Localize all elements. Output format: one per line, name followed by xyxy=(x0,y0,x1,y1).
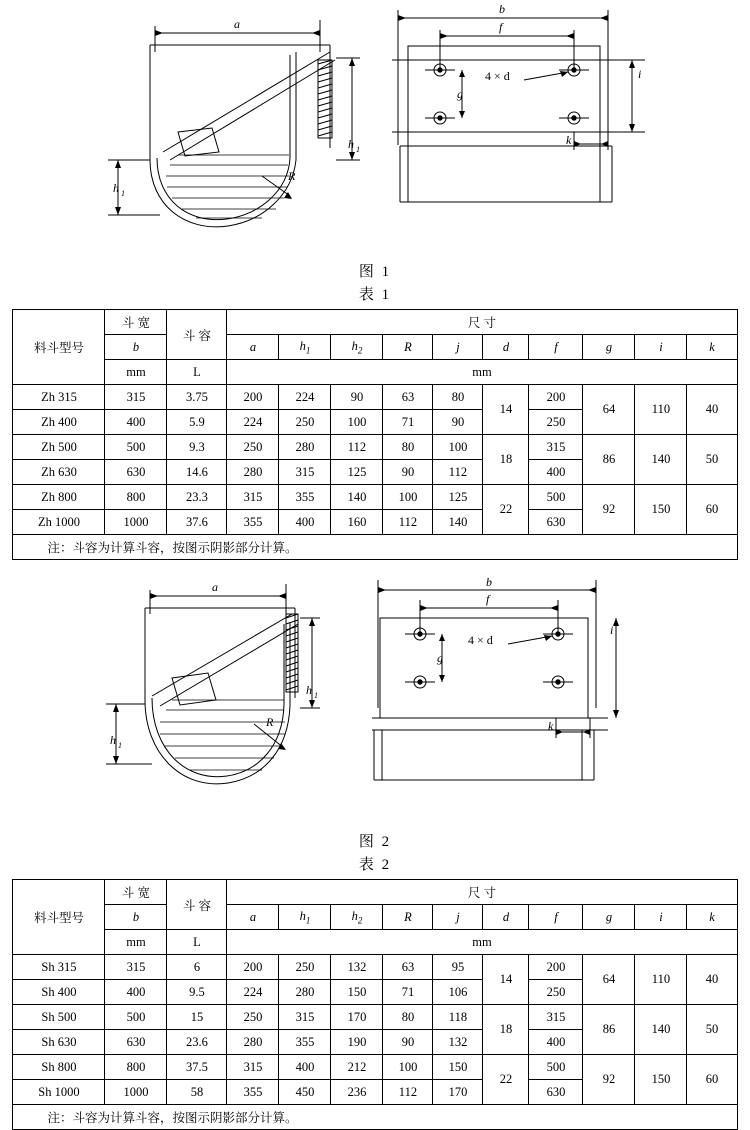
header-volume-title: 斗 容 xyxy=(167,880,227,930)
cell-d: 18 xyxy=(483,1005,529,1055)
cell-j: 95 xyxy=(433,955,483,980)
cell-j: 170 xyxy=(433,1080,483,1105)
table-row xyxy=(13,1055,737,1080)
cell-d: 14 xyxy=(483,955,529,1005)
cell-j: 106 xyxy=(433,980,483,1005)
cell-j: 125 xyxy=(433,485,483,510)
figure-1 xyxy=(0,0,750,304)
cell-R: 112 xyxy=(383,510,433,535)
cell-d: 22 xyxy=(483,1055,529,1105)
cell-v: 15 xyxy=(167,1005,227,1030)
cell-model: Zh 315 xyxy=(13,385,105,410)
cell-h2: 90 xyxy=(331,385,383,410)
cell-f: 500 xyxy=(529,485,583,510)
header-col-d: d xyxy=(483,905,529,930)
label-a-fig1: a xyxy=(234,17,240,31)
cell-b: 1000 xyxy=(105,1080,167,1105)
cell-i: 110 xyxy=(635,955,687,1005)
header-col-a: a xyxy=(227,335,279,360)
cell-R: 63 xyxy=(383,955,433,980)
cell-v: 37.6 xyxy=(167,510,227,535)
cell-v: 23.3 xyxy=(167,485,227,510)
cell-model: Zh 400 xyxy=(13,410,105,435)
label-i-fig1: i xyxy=(638,67,642,81)
cell-R: 71 xyxy=(383,980,433,1005)
cell-f: 500 xyxy=(529,1055,583,1080)
table-2-header-row-1 xyxy=(13,880,737,905)
cell-f: 315 xyxy=(529,1005,583,1030)
svg-text:1: 1 xyxy=(121,189,125,198)
cell-h2: 212 xyxy=(331,1055,383,1080)
table-1-unit-row xyxy=(13,360,737,385)
cell-R: 100 xyxy=(383,485,433,510)
figure-1-drawing xyxy=(0,0,750,258)
unit-mm: mm xyxy=(105,360,167,385)
label-b-fig1: b xyxy=(499,2,505,16)
label-a-fig2: a xyxy=(212,580,218,594)
cell-a: 224 xyxy=(227,980,279,1005)
cell-b: 800 xyxy=(105,485,167,510)
cell-model: Sh 1000 xyxy=(13,1080,105,1105)
cell-R: 63 xyxy=(383,385,433,410)
table-1-header-row-1 xyxy=(13,310,737,335)
table-2 xyxy=(12,879,737,1130)
cell-k: 50 xyxy=(687,435,737,485)
cell-i: 150 xyxy=(635,485,687,535)
cell-k: 50 xyxy=(687,1005,737,1055)
header-col-d: d xyxy=(483,335,529,360)
cell-h2: 160 xyxy=(331,510,383,535)
cell-h1: 400 xyxy=(279,510,331,535)
cell-g: 92 xyxy=(583,1055,635,1105)
table-row xyxy=(13,1005,737,1030)
cell-a: 355 xyxy=(227,510,279,535)
svg-text:1: 1 xyxy=(314,691,318,700)
header-col-h2: $h_2$ xyxy=(331,905,383,930)
cell-a: 280 xyxy=(227,460,279,485)
table-row xyxy=(13,435,737,460)
cell-f: 630 xyxy=(529,1080,583,1105)
cell-b: 315 xyxy=(105,955,167,980)
table-1-note-row xyxy=(13,535,737,560)
cell-h1: 355 xyxy=(279,1030,331,1055)
unit-l: L xyxy=(167,360,227,385)
unit-mm-dims: mm xyxy=(227,360,737,385)
label-h1-fig2: h xyxy=(306,683,312,697)
header-col-g: g xyxy=(583,335,635,360)
cell-R: 90 xyxy=(383,1030,433,1055)
header-col-i: i xyxy=(635,335,687,360)
cell-j: 140 xyxy=(433,510,483,535)
cell-v: 6 xyxy=(167,955,227,980)
cell-g: 86 xyxy=(583,1005,635,1055)
header-col-g: g xyxy=(583,905,635,930)
cell-j: 90 xyxy=(433,410,483,435)
header-col-a: a xyxy=(227,905,279,930)
cell-R: 80 xyxy=(383,1005,433,1030)
header-col-k: k xyxy=(687,905,737,930)
header-col-h1: $h_1$ xyxy=(279,335,331,360)
cell-h2: 100 xyxy=(331,410,383,435)
cell-a: 224 xyxy=(227,410,279,435)
svg-text:1: 1 xyxy=(118,741,122,750)
cell-h1: 224 xyxy=(279,385,331,410)
cell-j: 132 xyxy=(433,1030,483,1055)
label-R-fig2: R xyxy=(266,715,274,729)
unit-l: L xyxy=(167,930,227,955)
cell-g: 64 xyxy=(583,955,635,1005)
cell-f: 400 xyxy=(529,1030,583,1055)
cell-h1: 280 xyxy=(279,435,331,460)
cell-j: 150 xyxy=(433,1055,483,1080)
header-width-sym: b xyxy=(105,335,167,360)
cell-model: Sh 500 xyxy=(13,1005,105,1030)
header-dims-title: 尺 寸 xyxy=(227,880,737,905)
header-width-title: 斗 宽 xyxy=(105,880,167,905)
table-row xyxy=(13,485,737,510)
cell-b: 630 xyxy=(105,460,167,485)
label-g-fig2: g xyxy=(437,651,443,665)
cell-h1: 400 xyxy=(279,1055,331,1080)
label-h-fig2: h xyxy=(110,733,116,747)
cell-b: 500 xyxy=(105,435,167,460)
cell-a: 315 xyxy=(227,1055,279,1080)
cell-h1: 250 xyxy=(279,410,331,435)
cell-a: 355 xyxy=(227,1080,279,1105)
cell-h1: 280 xyxy=(279,980,331,1005)
figure-2 xyxy=(0,578,750,874)
cell-d: 14 xyxy=(483,385,529,435)
table-2-caption: 表 2 xyxy=(358,857,392,873)
label-holes-fig2: 4 × d xyxy=(468,633,493,647)
cell-b: 315 xyxy=(105,385,167,410)
header-col-R: R xyxy=(383,335,433,360)
label-f-fig2: f xyxy=(486,592,490,606)
cell-h2: 140 xyxy=(331,485,383,510)
cell-model: Zh 630 xyxy=(13,460,105,485)
cell-f: 315 xyxy=(529,435,583,460)
table-note: 注：斗容为计算斗容，按图示阴影部分计算。 xyxy=(13,1105,737,1130)
cell-h2: 112 xyxy=(331,435,383,460)
cell-i: 140 xyxy=(635,1005,687,1055)
cell-a: 280 xyxy=(227,1030,279,1055)
cell-v: 3.75 xyxy=(167,385,227,410)
cell-f: 200 xyxy=(529,385,583,410)
header-col-i: i xyxy=(635,905,687,930)
label-f-fig1: f xyxy=(499,20,503,34)
header-dims-title: 尺 寸 xyxy=(227,310,737,335)
cell-b: 400 xyxy=(105,410,167,435)
unit-mm-dims: mm xyxy=(227,930,737,955)
cell-R: 112 xyxy=(383,1080,433,1105)
header-col-R: R xyxy=(383,905,433,930)
table-2-note-row xyxy=(13,1105,737,1130)
cell-model: Sh 400 xyxy=(13,980,105,1005)
cell-h1: 250 xyxy=(279,955,331,980)
table-1-header-row-2 xyxy=(13,335,737,360)
header-model: 料斗型号 xyxy=(13,310,105,385)
cell-h2: 132 xyxy=(331,955,383,980)
label-h1-fig1: h xyxy=(348,137,354,151)
table-1-caption: 表 1 xyxy=(358,287,392,303)
cell-v: 5.9 xyxy=(167,410,227,435)
table-row xyxy=(13,955,737,980)
header-col-f: f xyxy=(529,335,583,360)
unit-mm: mm xyxy=(105,930,167,955)
cell-h2: 125 xyxy=(331,460,383,485)
cell-k: 40 xyxy=(687,955,737,1005)
cell-h2: 236 xyxy=(331,1080,383,1105)
header-width-sym: b xyxy=(105,905,167,930)
cell-a: 200 xyxy=(227,385,279,410)
label-k-fig2: k xyxy=(548,719,554,733)
figure-2-drawing xyxy=(0,578,750,828)
cell-v: 58 xyxy=(167,1080,227,1105)
label-i-fig2: i xyxy=(610,623,614,637)
cell-j: 80 xyxy=(433,385,483,410)
cell-model: Sh 315 xyxy=(13,955,105,980)
label-k-fig1: k xyxy=(566,133,572,147)
cell-g: 64 xyxy=(583,385,635,435)
cell-h1: 355 xyxy=(279,485,331,510)
figure-1-caption: 图 1 xyxy=(358,264,392,280)
cell-h1: 450 xyxy=(279,1080,331,1105)
cell-f: 200 xyxy=(529,955,583,980)
cell-i: 110 xyxy=(635,385,687,435)
label-R-fig1: R xyxy=(288,169,296,183)
cell-a: 250 xyxy=(227,435,279,460)
cell-g: 92 xyxy=(583,485,635,535)
label-h-fig1: h xyxy=(113,181,119,195)
cell-model: Zh 800 xyxy=(13,485,105,510)
cell-k: 60 xyxy=(687,1055,737,1105)
cell-f: 250 xyxy=(529,410,583,435)
cell-model: Zh 500 xyxy=(13,435,105,460)
cell-k: 40 xyxy=(687,385,737,435)
cell-R: 80 xyxy=(383,435,433,460)
label-g-fig1: g xyxy=(457,87,463,101)
cell-j: 100 xyxy=(433,435,483,460)
table-2-header-row-2 xyxy=(13,905,737,930)
table-note: 注：斗容为计算斗容，按图示阴影部分计算。 xyxy=(13,535,737,560)
cell-v: 23.6 xyxy=(167,1030,227,1055)
header-model: 料斗型号 xyxy=(13,880,105,955)
header-width-title: 斗 宽 xyxy=(105,310,167,335)
cell-j: 112 xyxy=(433,460,483,485)
cell-v: 9.3 xyxy=(167,435,227,460)
cell-j: 118 xyxy=(433,1005,483,1030)
header-volume-title: 斗 容 xyxy=(167,310,227,360)
cell-b: 800 xyxy=(105,1055,167,1080)
header-col-f: f xyxy=(529,905,583,930)
cell-a: 315 xyxy=(227,485,279,510)
cell-f: 630 xyxy=(529,510,583,535)
svg-text:1: 1 xyxy=(356,145,360,154)
cell-R: 100 xyxy=(383,1055,433,1080)
cell-b: 500 xyxy=(105,1005,167,1030)
cell-a: 250 xyxy=(227,1005,279,1030)
header-col-k: k xyxy=(687,335,737,360)
table-2-unit-row xyxy=(13,930,737,955)
cell-model: Sh 630 xyxy=(13,1030,105,1055)
cell-b: 630 xyxy=(105,1030,167,1055)
cell-model: Zh 1000 xyxy=(13,510,105,535)
cell-i: 140 xyxy=(635,435,687,485)
cell-b: 400 xyxy=(105,980,167,1005)
header-col-j: j xyxy=(433,335,483,360)
cell-g: 86 xyxy=(583,435,635,485)
cell-h2: 190 xyxy=(331,1030,383,1055)
figure-2-caption: 图 2 xyxy=(358,834,392,850)
label-b-fig2: b xyxy=(486,578,492,589)
header-col-j: j xyxy=(433,905,483,930)
cell-v: 37.5 xyxy=(167,1055,227,1080)
cell-h2: 150 xyxy=(331,980,383,1005)
cell-R: 71 xyxy=(383,410,433,435)
cell-h2: 170 xyxy=(331,1005,383,1030)
cell-v: 14.6 xyxy=(167,460,227,485)
cell-b: 1000 xyxy=(105,510,167,535)
cell-d: 22 xyxy=(483,485,529,535)
cell-d: 18 xyxy=(483,435,529,485)
table-row xyxy=(13,385,737,410)
cell-h1: 315 xyxy=(279,460,331,485)
cell-k: 60 xyxy=(687,485,737,535)
table-1 xyxy=(12,309,737,560)
cell-h1: 315 xyxy=(279,1005,331,1030)
cell-f: 250 xyxy=(529,980,583,1005)
label-holes-fig1: 4 × d xyxy=(485,69,510,83)
cell-i: 150 xyxy=(635,1055,687,1105)
header-col-h1: $h_1$ xyxy=(279,905,331,930)
cell-a: 200 xyxy=(227,955,279,980)
cell-R: 90 xyxy=(383,460,433,485)
cell-model: Sh 800 xyxy=(13,1055,105,1080)
header-col-h2: $h_2$ xyxy=(331,335,383,360)
cell-v: 9.5 xyxy=(167,980,227,1005)
cell-f: 400 xyxy=(529,460,583,485)
